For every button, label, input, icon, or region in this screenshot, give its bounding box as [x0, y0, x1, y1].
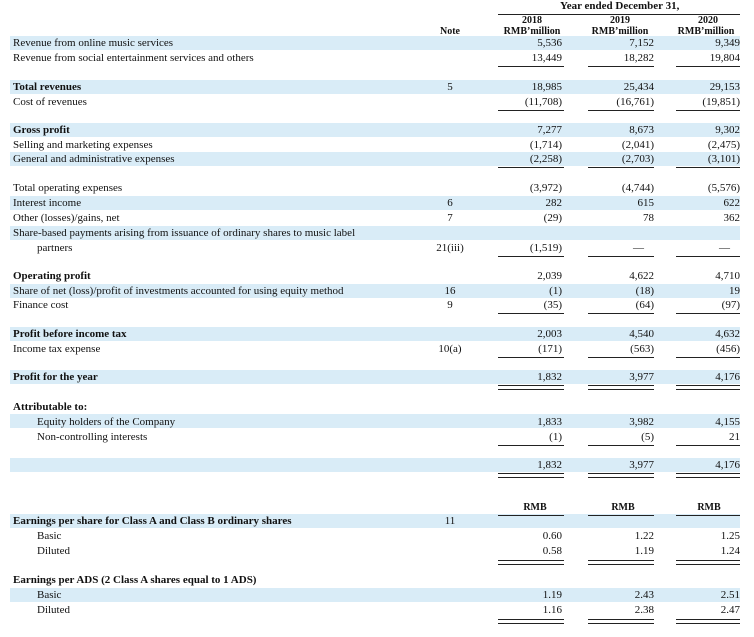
row-label: Income tax expense [13, 343, 101, 355]
subtotal-rule [676, 66, 740, 67]
row-label: Total operating expenses [13, 182, 123, 194]
value-2018: 2,039 [537, 270, 562, 282]
value-2019: (2,703) [621, 153, 654, 165]
subtotal-rule [588, 66, 654, 67]
row-label: Cost of revenues [13, 96, 87, 108]
row-label: Total revenues [13, 81, 82, 93]
total-double-rule [588, 560, 654, 565]
value-2020: 2.51 [720, 589, 740, 601]
value-2020: (3,101) [707, 153, 740, 165]
note-ref: 7 [447, 212, 453, 224]
row-label: Profit before income tax [13, 328, 127, 340]
total-double-rule [676, 385, 740, 390]
note-ref: 10(a) [438, 343, 462, 355]
value-2020: 9,349 [715, 37, 740, 49]
row-label: Revenue from social entertainment services and others [13, 52, 254, 64]
subtotal-rule [676, 110, 740, 111]
subtotal-rule [676, 357, 740, 358]
value-2019: 3,982 [629, 416, 654, 428]
value-2019: — [633, 242, 644, 254]
section-title: Attributable to: [13, 401, 88, 413]
subtotal-rule [588, 110, 654, 111]
value-2018: (171) [538, 343, 562, 355]
value-2020: 4,710 [715, 270, 740, 282]
row-label: Revenue from online music services [13, 37, 174, 49]
value-2019: 3,977 [629, 371, 654, 383]
value-2019: (2,041) [621, 139, 654, 151]
row-label: Finance cost [13, 299, 69, 311]
value-2020: 21 [729, 431, 740, 443]
value-2019: (563) [630, 343, 654, 355]
subtotal-rule [676, 167, 740, 168]
value-2018: (3,972) [529, 182, 562, 194]
value-2018: 282 [545, 197, 562, 209]
row-label: Share-based payments arising from issuance of ordinary shares to music label [13, 227, 356, 239]
value-2020: 9,302 [715, 124, 740, 136]
subtotal-rule [588, 256, 654, 257]
section-title: Earnings per ADS (2 Class A shares equal to 1 ADS) [13, 574, 257, 586]
subtotal-rule [676, 313, 740, 314]
row-label: Basic [37, 530, 62, 542]
period-title: Year ended December 31, [560, 0, 680, 12]
value-2020: 29,153 [709, 81, 740, 93]
value-2018: 1.19 [542, 589, 562, 601]
value-2018: 18,985 [531, 81, 562, 93]
value-2019: 18,282 [623, 52, 654, 64]
value-2020: (5,576) [707, 182, 740, 194]
year-2020: 2020 [698, 15, 718, 26]
note-ref: 21(iii) [436, 242, 464, 254]
row-label: Gross profit [13, 124, 70, 136]
value-2020: (97) [721, 299, 740, 311]
value-2018: (29) [543, 212, 562, 224]
row-label-continued: partners [37, 242, 73, 254]
row-label: Selling and marketing expenses [13, 139, 153, 151]
year-2018: 2018 [522, 15, 542, 26]
note-ref: 6 [447, 197, 453, 209]
row-label: Diluted [37, 604, 70, 616]
row-label: General and administrative expenses [13, 153, 175, 165]
total-double-rule [588, 473, 654, 478]
value-2020: 622 [723, 197, 740, 209]
row-label: Share of net (loss)/profit of investments accounted for using equity method [13, 285, 344, 297]
subtotal-rule [676, 256, 740, 257]
value-2018: (1) [549, 285, 562, 297]
value-2020: 19,804 [709, 52, 740, 64]
value-2019: 615 [637, 197, 654, 209]
row-label: Operating profit [13, 270, 91, 282]
year-2019: 2019 [610, 15, 630, 26]
row-label: Interest income [13, 197, 82, 209]
subtotal-rule [498, 110, 564, 111]
row-label: Equity holders of the Company [37, 416, 176, 428]
row-label: Other (losses)/gains, net [13, 212, 120, 224]
total-double-rule [588, 385, 654, 390]
subtotal-rule [498, 313, 564, 314]
value-2019: (64) [635, 299, 654, 311]
subtotal-rule [588, 357, 654, 358]
total-double-rule [498, 385, 564, 390]
total-double-rule [676, 473, 740, 478]
value-2019: 1.22 [634, 530, 654, 542]
total-double-rule [498, 619, 564, 624]
value-2019: 4,540 [629, 328, 654, 340]
subtotal-rule [588, 445, 654, 446]
note-ref: 9 [447, 299, 453, 311]
value-2020: 4,176 [715, 459, 740, 471]
value-2019: 2.38 [634, 604, 654, 616]
value-2019: 2.43 [634, 589, 654, 601]
subtotal-rule [498, 256, 564, 257]
value-2020: 2.47 [720, 604, 740, 616]
subtotal-rule [676, 445, 740, 446]
value-2019: (5) [641, 431, 654, 443]
value-2018: 1,832 [537, 459, 562, 471]
subtotal-rule [498, 167, 564, 168]
value-2020: (456) [716, 343, 740, 355]
note-ref: 5 [447, 81, 453, 93]
value-2020: 4,176 [715, 371, 740, 383]
value-2018: (11,708) [524, 96, 562, 108]
note-ref: 16 [444, 285, 456, 297]
value-2018: 0.58 [542, 545, 562, 557]
value-2019: 78 [643, 212, 654, 224]
value-2020: 4,155 [715, 416, 740, 428]
value-2019: 25,434 [623, 81, 654, 93]
value-2019: (18) [635, 285, 654, 297]
value-2019: 1.19 [634, 545, 654, 557]
subtotal-rule [498, 357, 564, 358]
value-2020: — [719, 242, 730, 254]
value-2018: 5,536 [537, 37, 562, 49]
section-title: Earnings per share for Class A and Class B ordinary shares [13, 515, 292, 527]
value-2020: (2,475) [707, 139, 740, 151]
value-2018: 1,832 [537, 371, 562, 383]
value-2020: 1.24 [720, 545, 740, 557]
note-header: Note [440, 26, 460, 37]
value-2019: (4,744) [621, 182, 654, 194]
row-label: Diluted [37, 545, 70, 557]
value-2018: (35) [543, 299, 562, 311]
value-2018: (1,519) [529, 242, 562, 254]
total-double-rule [498, 560, 564, 565]
value-2018: (1) [549, 431, 562, 443]
note-ref: 11 [444, 515, 456, 527]
header-rule [588, 515, 654, 516]
value-2019: (16,761) [616, 96, 654, 108]
value-2018: 1,833 [537, 416, 562, 428]
unit-2018: RMB’million [503, 26, 561, 37]
header-rule [498, 515, 564, 516]
row-label: Basic [37, 589, 62, 601]
total-double-rule [676, 619, 740, 624]
unit-2019: RMB’million [591, 26, 649, 37]
value-2018: (2,258) [529, 153, 562, 165]
unit-2020: RMB’million [677, 26, 735, 37]
value-2019: 3,977 [629, 459, 654, 471]
subtotal-rule [588, 167, 654, 168]
row-label: Profit for the year [13, 371, 98, 383]
value-2018: 13,449 [531, 52, 562, 64]
total-double-rule [588, 619, 654, 624]
value-2020: (19,851) [702, 96, 740, 108]
subtotal-rule [498, 445, 564, 446]
value-2019: 8,673 [629, 124, 654, 136]
header-rule [676, 515, 740, 516]
value-2019: 7,152 [629, 37, 654, 49]
value-2020: 19 [729, 285, 740, 297]
eps-unit-2020: RMB [697, 502, 721, 513]
value-2018: (1,714) [529, 139, 562, 151]
total-double-rule [498, 473, 564, 478]
value-2018: 7,277 [537, 124, 562, 136]
value-2020: 4,632 [715, 328, 740, 340]
subtotal-rule [498, 66, 564, 67]
value-2019: 4,622 [629, 270, 654, 282]
eps-unit-2019: RMB [611, 502, 635, 513]
value-2018: 0.60 [542, 530, 562, 542]
value-2018: 1.16 [542, 604, 562, 616]
row-label: Non-controlling interests [37, 431, 148, 443]
eps-unit-2018: RMB [523, 502, 547, 513]
subtotal-rule [588, 313, 654, 314]
value-2018: 2,003 [537, 328, 562, 340]
value-2020: 362 [723, 212, 740, 224]
value-2020: 1.25 [720, 530, 740, 542]
total-double-rule [676, 560, 740, 565]
